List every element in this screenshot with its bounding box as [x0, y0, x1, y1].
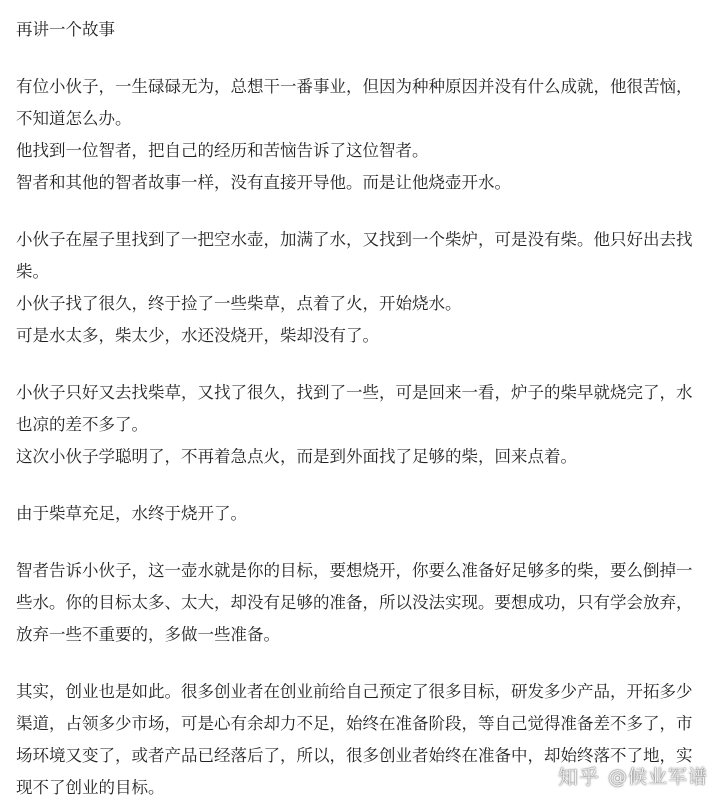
paragraph: 小伙子找了很久，终于捡了一些柴草，点着了火，开始烧水。	[16, 294, 462, 313]
paragraph: 智者和其他的智者故事一样，没有直接开导他。而是让他烧壶开水。	[16, 173, 511, 192]
article-title: 再讲一个故事	[16, 20, 115, 39]
story-block-3	[16, 377, 706, 473]
story-block-5	[16, 555, 706, 651]
spacer	[16, 352, 706, 377]
spacer	[16, 199, 706, 224]
paragraph: 有位小伙子，一生碌碌无为，总想干一番事业，但因为种种原因并没有什么成就，他很苦恼，不知道怎么办。	[16, 77, 693, 128]
spacer	[16, 530, 706, 555]
paragraph: 可是水太多，柴太少，水还没烧开，柴却没有了。	[16, 326, 379, 345]
paragraph: 这次小伙子学聪明了，不再着急点火，而是到外面找了足够的柴，回来点着。	[16, 447, 577, 466]
paragraph: 小伙子在屋子里找到了一把空水壶，加满了水，又找到一个柴炉，可是没有柴。他只好出去找柴。	[16, 230, 693, 281]
zhihu-watermark	[558, 761, 708, 790]
spacer	[16, 473, 706, 498]
paragraph: 由于柴草充足，水终于烧开了。	[16, 504, 247, 523]
story-block-4	[16, 498, 706, 530]
watermark-handle: @候业军谱	[607, 766, 708, 788]
spacer	[16, 46, 706, 71]
watermark-brand: 知乎	[557, 765, 600, 789]
story-block-2	[16, 224, 706, 352]
story-block-1	[16, 71, 706, 199]
paragraph: 小伙子只好又去找柴草，又找了很久，找到了一些，可是回来一看，炉子的柴早就烧完了，水也凉的差不多了。	[16, 383, 693, 434]
paragraph: 智者告诉小伙子，这一壶水就是你的目标，要想烧开，你要么准备好足够多的柴，要么倒掉一些水。你的目标太多、太大，却没有足够的准备，所以没法实现。要想成功，只有学会放弃，放弃一些不重要的，多做一些准备。	[16, 561, 693, 644]
paragraph: 他找到一位智者，把自己的经历和苦恼告诉了这位智者。	[16, 141, 429, 160]
spacer	[16, 651, 706, 676]
paragraph: 其实，创业也是如此。很多创业者在创业前给自己预定了很多目标，研发多少产品，开拓多少渠道，占领多少市场，可是心有余却力不足，始终在准备阶段，等自己觉得准备差不多了，市场环境又变了，或者产品已经落后了，所以，很多创业者始终在准备中，却始终落不了地，实现不了创业的目标。	[16, 682, 693, 797]
